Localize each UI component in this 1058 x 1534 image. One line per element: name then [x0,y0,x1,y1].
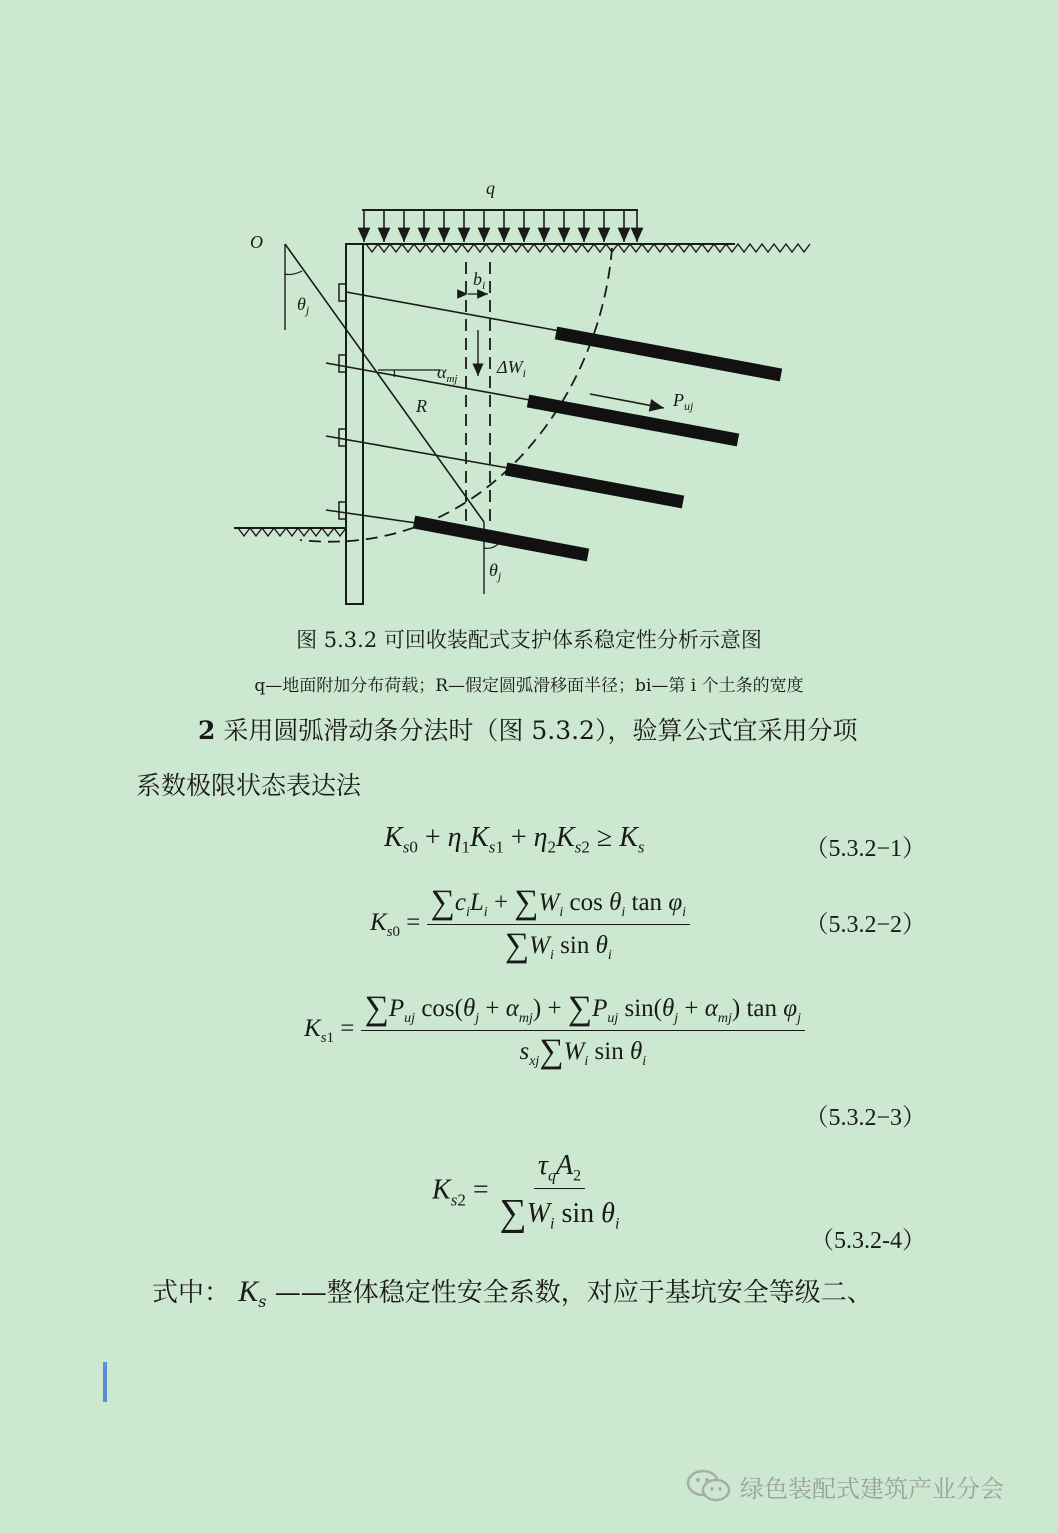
watermark-text: 绿色装配式建筑产业分会 [740,1474,1004,1503]
label-alpha-sub: mj [446,373,458,385]
paragraph-line-1 [136,711,936,747]
retaining-wall [346,244,363,604]
equation-1: $K_{s0} + \eta_1K_{s1} + \eta_2K_{s2} \ge K_s$ [384,822,645,857]
paragraph-text-1: 采用圆弧滑动条分法时（图 5.3.2），验算公式宜采用分项 [223,716,858,745]
svg-text:θj [489,560,502,583]
svg-text:Puj [672,390,694,413]
svg-text:ΔWi [496,357,526,380]
where-clause [152,1272,873,1311]
label-dw: ΔW [497,357,523,377]
equation-3-number: （5.3.2−3） [804,1105,926,1131]
p-arrow [590,394,664,408]
equation-3: $K_{s1}$ = $\frac{\sum P_{uj} \cos(\theta_j + \alpha_{mj}) + \sum P_{uj} \sin(\theta_j + \alpha_{mj}) \tan \varphi_j}{s_{xj}\sum W_i \sin \theta_i}$ [304,990,805,1071]
anchor-body [556,333,781,375]
label-o: O [250,232,263,252]
paragraph-line-2: 系数极限状态表达法 [136,771,362,800]
where-prefix: 式中： [152,1278,231,1308]
label-p: P [673,390,684,410]
load-arrows [364,210,637,242]
label-b-sub: i [482,278,486,292]
where-symbol: K [238,1275,259,1308]
where-text: ——整体稳定性安全系数，对应于基坑安全等级二、 [274,1278,873,1308]
wechat-icon [686,1468,732,1504]
anchor-rod [326,436,508,468]
paragraph-number: 2 [198,716,216,745]
label-theta-top: θ [297,294,306,314]
label-p-sub: uj [684,399,694,413]
watermark [686,1466,1004,1506]
connector [339,502,346,519]
anchor-body [506,469,683,502]
connector [339,355,346,372]
text-cursor [103,1362,107,1402]
equation-2: $K_{s0}$ = $\frac{\sum c_iL_i + \sum W_i \cos \theta_i \tan \varphi_i}{\sum W_i \sin \theta_i}$ [370,884,690,965]
where-symbol-sub: s [258,1292,267,1312]
equation-4: $K_{s2}$ = $\frac{\tau_qA_2}{\sum W_i \sin \theta_i}$ [432,1150,623,1235]
label-theta-bottom: θ [489,560,498,580]
label-theta-bottom-sub: j [497,569,502,583]
anchor-body [528,401,738,440]
label-dw-sub: i [522,366,526,380]
anchor-body [414,522,588,555]
label-b: b [473,269,482,289]
ground-hatch-top [366,244,810,252]
ground-hatch-bottom [238,528,346,536]
equation-3-fraction: $\frac{\sum P_{uj} \cos(\theta_j + \alpha_{mj}) + \sum P_{uj} \sin(\theta_j + \alpha_{mj}) \tan \varphi_j}{s_{xj}\sum W_i \sin \theta_i}$ [361,990,805,1071]
label-r: R [416,396,427,416]
equation-2-number: （5.3.2−2） [804,912,926,938]
svg-text:αmj [437,362,457,385]
label-alpha: α [437,362,447,382]
theta-arc-top [285,271,302,275]
label-theta-top-sub: j [305,303,310,317]
equation-2-fraction: $\frac{\sum c_iL_i + \sum W_i \cos \theta_i \tan \varphi_i}{\sum W_i \sin \theta_i}$ [427,884,690,965]
label-q: q [486,178,495,198]
svg-text:bi [473,269,485,292]
alpha-arc [394,370,395,377]
connector [339,284,346,301]
equation-1-number: （5.3.2−1） [804,836,926,862]
equation-4-fraction: $\frac{\tau_qA_2}{\sum W_i \sin \theta_i}$ [499,1150,620,1234]
anchor-rod [346,292,560,331]
figure-legend: q—地面附加分布荷载；R—假定圆弧滑移面半径；bi—第 i 个土条的宽度 [254,676,804,696]
stability-diagram [0,0,1058,620]
equation-4-number: （5.3.2-4） [810,1228,926,1254]
svg-text:θj [297,294,310,317]
connector [339,429,346,446]
figure-caption: 图 5.3.2 可回收装配式支护体系稳定性分析示意图 [296,628,762,652]
